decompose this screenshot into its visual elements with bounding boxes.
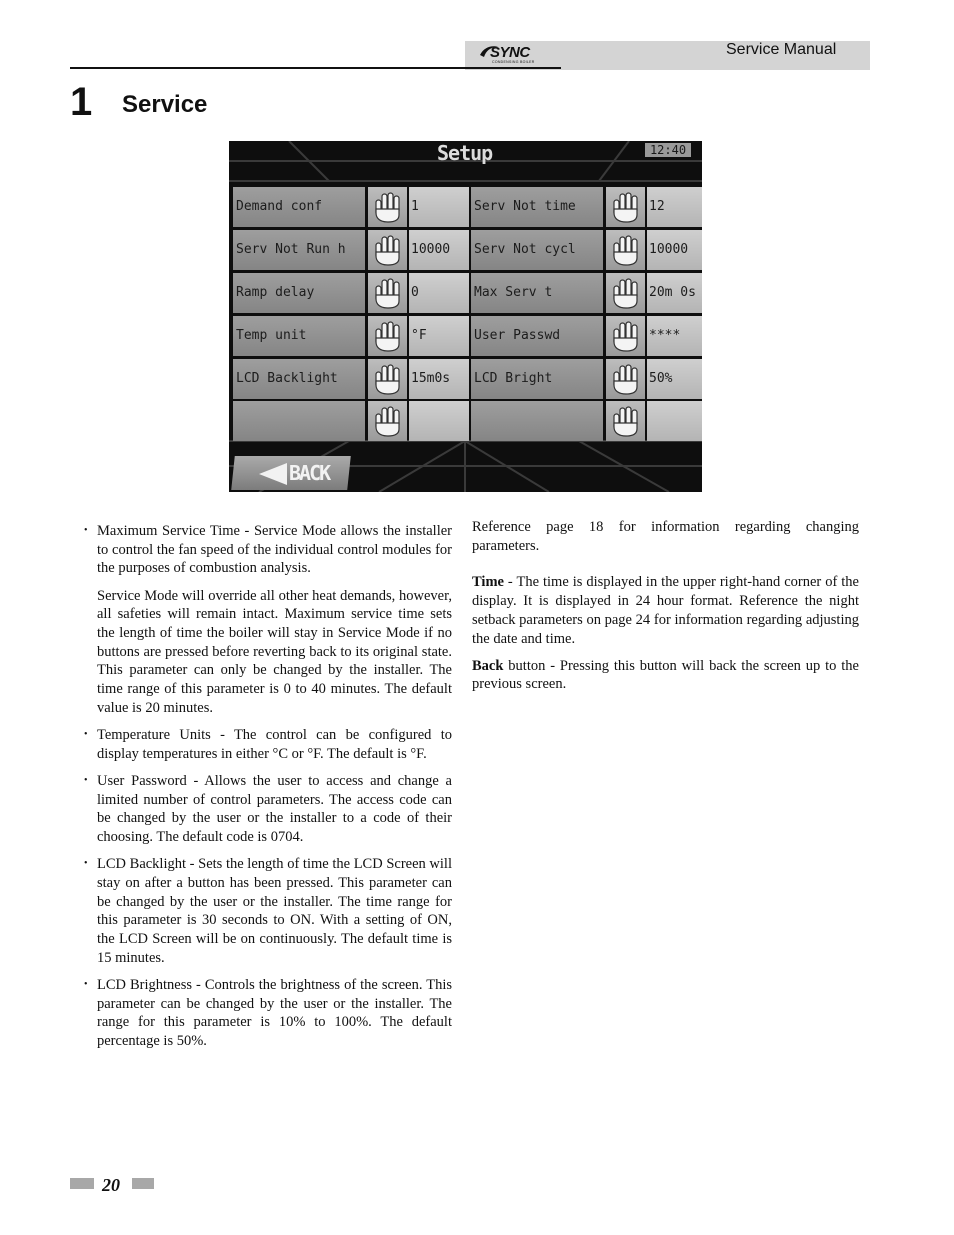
- setup-screen-photo: [229, 141, 702, 492]
- logo-subtext: CONDENSING BOILER: [492, 60, 535, 64]
- edit-hand-button[interactable]: [606, 187, 645, 227]
- edit-hand-button[interactable]: [368, 359, 407, 399]
- parameter-label: User Passwd: [471, 316, 603, 356]
- edit-hand-button[interactable]: [368, 316, 407, 356]
- parameter-label: Max Serv t: [471, 273, 603, 313]
- hand-icon: [611, 363, 641, 395]
- setup-row-right: [471, 401, 702, 441]
- service-mode-paragraph: Service Mode will override all other heat demands, however, all safeties will remain intact. Maximum service time sets the length of time the boiler will stay in Service Mode if no buttons are pressed before reverting back to its original state. This parameter can only be changed by the installer. The time range of this parameter is 0 to 40 minutes. The default value is 20 minutes.: [97, 587, 452, 716]
- edit-hand-button[interactable]: [606, 316, 645, 356]
- parameter-label: Serv Not cycl: [471, 230, 603, 270]
- time-paragraph: [472, 573, 859, 648]
- parameter-value: 50%: [647, 359, 702, 399]
- footer-bar-left: [70, 1178, 94, 1189]
- hand-icon: [611, 234, 641, 266]
- parameter-value: [409, 401, 469, 441]
- setup-row-left: [233, 187, 469, 227]
- parameter-value: 1: [409, 187, 469, 227]
- parameter-value: ****: [647, 316, 702, 356]
- setup-row-left: [233, 273, 469, 313]
- screen-title: Setup: [437, 141, 493, 165]
- chapter-title: Service: [122, 91, 208, 118]
- hand-icon: [611, 405, 641, 437]
- time-text: - The time is displayed in the upper right-hand corner of the display. It is displayed in 24 hour format. Reference the night setback parameters on page 24 for information regarding adjusting the date and time.: [472, 574, 859, 647]
- page-number: 20: [102, 1175, 120, 1195]
- bullet-lcd-backlight: • LCD Backlight - Sets the length of time the LCD Screen will stay on after a button has been pressed. This parameter can be changed by the user or the installer. The time range for this parameter is 30 seconds to ON. With a setting of ON, the LCD Screen will be on continuously. The default time is 15 minutes.: [97, 855, 452, 967]
- parameter-label: Ramp delay: [233, 273, 365, 313]
- hand-icon: [373, 234, 403, 266]
- edit-hand-button[interactable]: [606, 273, 645, 313]
- hand-icon: [373, 277, 403, 309]
- edit-hand-button[interactable]: [606, 359, 645, 399]
- parameter-value: 10000: [647, 230, 702, 270]
- chapter-number: 1: [70, 80, 93, 124]
- setup-row-left: [233, 316, 469, 356]
- parameter-value: [647, 401, 702, 441]
- parameter-value: 10000: [409, 230, 469, 270]
- bullet-user-password: • User Password - Allows the user to access and change a limited number of control parameters. The access code can be changed by the user or the installer to a code of their choosing. The default code is 0704.: [97, 772, 452, 847]
- setup-row-right: [471, 359, 702, 399]
- back-text: button - Pressing this button will back the screen up to the previous screen.: [472, 657, 859, 693]
- parameter-label: Serv Not Run h: [233, 230, 365, 270]
- parameter-label: Serv Not time: [471, 187, 603, 227]
- hand-icon: [611, 191, 641, 223]
- parameter-value: 0: [409, 273, 469, 313]
- parameter-label: [471, 401, 603, 441]
- hand-icon: [373, 405, 403, 437]
- footer-bar-right: [132, 1178, 154, 1189]
- edit-hand-button[interactable]: [368, 401, 407, 441]
- setup-row-right: [471, 187, 702, 227]
- edit-hand-button[interactable]: [606, 230, 645, 270]
- hand-icon: [611, 320, 641, 352]
- edit-hand-button[interactable]: [606, 401, 645, 441]
- bullet-lcd-brightness: • LCD Brightness - Controls the brightness of the screen. This parameter can be changed by the user or the installer. The range for this parameter is 10% to 100%. The default percentage is 50%.: [97, 976, 452, 1051]
- bullet-temperature-units: • Temperature Units - The control can be configured to display temperatures in either °C or °F. The default is °F.: [97, 726, 452, 763]
- back-paragraph: [472, 657, 859, 694]
- parameter-value: 20m 0s: [647, 273, 702, 313]
- edit-hand-button[interactable]: [368, 187, 407, 227]
- logo-text: SYNC: [490, 44, 530, 61]
- parameter-value: 15m0s: [409, 359, 469, 399]
- back-button-label: BACK: [289, 461, 330, 485]
- sync-logo: [478, 43, 540, 67]
- hand-icon: [373, 320, 403, 352]
- setup-row-right: [471, 273, 702, 313]
- edit-hand-button[interactable]: [368, 230, 407, 270]
- header-title: Service Manual: [726, 41, 837, 58]
- setup-row-right: [471, 316, 702, 356]
- bullet-max-service-time: • Maximum Service Time - Service Mode allows the installer to control the fan speed of the individual control modules for the purposes of combustion analysis.: [97, 522, 452, 578]
- hand-icon: [611, 277, 641, 309]
- hand-icon: [373, 191, 403, 223]
- parameter-value: 12: [647, 187, 702, 227]
- setup-row-left: [233, 401, 469, 441]
- parameter-label: LCD Backlight: [233, 359, 365, 399]
- parameter-label: Temp unit: [233, 316, 365, 356]
- hand-icon: [373, 363, 403, 395]
- back-arrow-icon: [259, 463, 287, 485]
- setup-row-right: [471, 230, 702, 270]
- edit-hand-button[interactable]: [368, 273, 407, 313]
- right-column: [472, 518, 859, 703]
- setup-row-left: [233, 230, 469, 270]
- setup-row-left: [233, 359, 469, 399]
- parameter-label: [233, 401, 365, 441]
- screen-clock: 12:40: [645, 143, 691, 157]
- back-term: Back: [472, 657, 504, 674]
- left-column: [97, 522, 452, 1059]
- parameter-label: Demand conf: [233, 187, 365, 227]
- reference-paragraph: Reference page 18 for information regarding changing parameters.: [472, 519, 859, 554]
- parameter-label: LCD Bright: [471, 359, 603, 399]
- header-rule: [70, 67, 561, 69]
- time-term: Time: [472, 574, 504, 591]
- parameter-value: °F: [409, 316, 469, 356]
